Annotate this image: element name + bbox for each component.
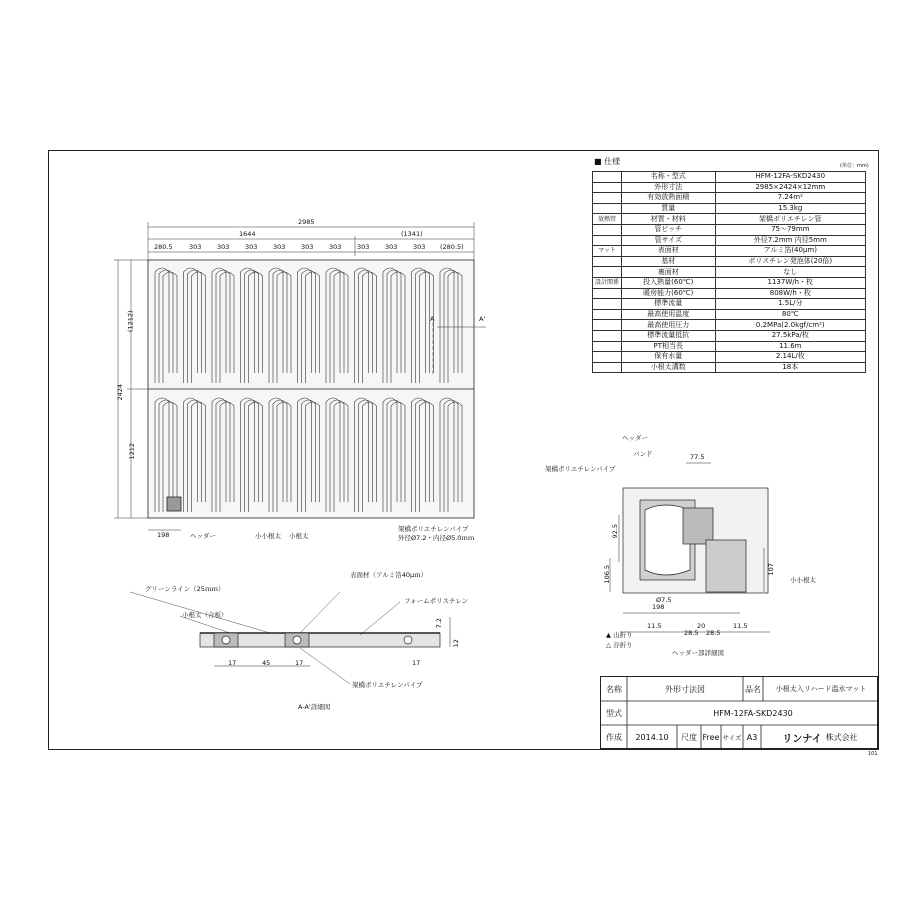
dim-pitch: 303 (385, 243, 398, 251)
spec-group: マット (593, 246, 622, 257)
tb-name-label: 名称 (606, 684, 622, 694)
dim-17a: 17 (228, 659, 237, 667)
tb-product-value: 小根太入リハード温水マット (775, 685, 867, 693)
hd-dim-115b: 11.5 (733, 622, 748, 630)
hd-dim-phi: Ø7.5 (656, 596, 672, 604)
company-suffix: 株式会社 (825, 733, 858, 742)
dim-198: 198 (157, 531, 170, 539)
spec-row (593, 224, 866, 235)
label-section-pipe: 架橋ポリエチレンパイプ (352, 681, 423, 689)
spec-label: 外形寸法 (622, 182, 716, 193)
spec-group (593, 182, 622, 193)
tb-scale-value: Free (702, 733, 720, 742)
hd-label-pipe: 架橋ポリエチレンパイプ (545, 465, 616, 473)
section-mark-a2: A' (479, 315, 486, 323)
spec-group (593, 330, 622, 341)
dim-right-width: (1341) (401, 230, 423, 238)
spec-value: 7.24m² (715, 193, 865, 204)
spec-label: 最高使用圧力 (622, 320, 716, 331)
spec-label: 質量 (622, 203, 716, 214)
spec-row (593, 193, 866, 204)
spec-label: 小根太溝数 (622, 362, 716, 373)
label-small-joist: 小小根太 (255, 532, 281, 540)
spec-heading: ■ 仕様 (594, 157, 621, 166)
spec-label: 管サイズ (622, 235, 716, 246)
dim-pitch: 303 (301, 243, 314, 251)
company-logo: リンナイ (782, 734, 822, 745)
spec-group (593, 203, 622, 214)
spec-value: 808W/h・枚 (715, 288, 865, 299)
spec-row (593, 320, 866, 331)
tb-model-label: 型式 (606, 708, 622, 718)
label-foam: フォームポリスチレン (404, 597, 469, 605)
spec-value: HFM-12FA-SKD2430 (715, 172, 865, 183)
spec-row (593, 246, 866, 257)
spec-label: 暖房能力(60℃) (622, 288, 716, 299)
spec-row (593, 256, 866, 267)
spec-value: 1137W/h・枚 (715, 277, 865, 288)
dim-left-width: 1644 (239, 230, 256, 238)
dim-pitch: 303 (357, 243, 370, 251)
dim-pitch: 303 (189, 243, 202, 251)
dim-upper-height: (1212) (126, 310, 135, 333)
spec-group (593, 362, 622, 373)
dim-total-height: 2424 (116, 383, 125, 401)
spec-row (593, 330, 866, 341)
spec-label: 名称・型式 (622, 172, 716, 183)
dim-pitch: 303 (273, 243, 286, 251)
section-caption: A-A'詳細図 (298, 703, 331, 711)
spec-label: 表面材 (622, 246, 716, 257)
spec-value: 1.5L/分 (715, 299, 865, 310)
spec-table (592, 171, 866, 373)
tb-size-value: A3 (746, 733, 758, 742)
spec-value: 架橋ポリエチレン管 (715, 214, 865, 225)
spec-label: 材質・材料 (622, 214, 716, 225)
spec-value: ポリスチレン発泡体(20倍) (715, 256, 865, 267)
label-green-line: グリーンライン（25ｍｍ） (145, 585, 225, 593)
label-joist: 小根太 (289, 532, 309, 540)
legend-valley: △ 谷折り (606, 641, 633, 649)
spec-row (593, 182, 866, 193)
dim-pitch: 303 (217, 243, 230, 251)
spec-value: 外径7.2mm 内径5mm (715, 235, 865, 246)
spec-label: 標準流量 (622, 299, 716, 310)
tb-date: 2014.10 (635, 733, 669, 742)
hd-dim-20: 20 (697, 622, 706, 630)
spec-value: 15.3kg (715, 203, 865, 214)
hd-dim-1065: 106.5 (603, 564, 612, 584)
tb-size-label: サイズ (722, 734, 742, 742)
dim-17b: 17 (295, 659, 304, 667)
spec-group (593, 288, 622, 299)
spec-label: 基材 (622, 256, 716, 267)
spec-value: 2.14L/枚 (715, 352, 865, 363)
spec-group (593, 352, 622, 363)
spec-label: 投入熱量(60℃) (622, 277, 716, 288)
header-detail-view (610, 463, 770, 632)
spec-row (593, 352, 866, 363)
hd-label-small-joist: 小小根太 (790, 576, 816, 584)
spec-row (593, 235, 866, 246)
spec-group (593, 341, 622, 352)
header-block (167, 497, 181, 511)
tb-name-value: 外形寸法図 (665, 684, 705, 694)
spec-label: 保有水量 (622, 352, 716, 363)
spec-group: 設計関係 (593, 277, 622, 288)
section-aa-view (130, 592, 450, 684)
hd-dim-285a: 28.5 (684, 629, 699, 637)
spec-row (593, 214, 866, 225)
spec-label: 管ピッチ (622, 224, 716, 235)
tb-scale-label: 尺度 (681, 733, 697, 742)
mat-plan-view (148, 260, 474, 518)
spec-value: 27.5kPa/枚 (715, 330, 865, 341)
spec-row (593, 277, 866, 288)
spec-row (593, 267, 866, 278)
spec-value: 2985×2424×12mm (715, 182, 865, 193)
hd-dim-198: 198 (652, 603, 665, 611)
dim-edge-left: 280.5 (154, 243, 173, 251)
hd-label-band: バンド (633, 450, 653, 458)
spec-row (593, 172, 866, 183)
spec-unit-note: (単位：mm) (840, 163, 869, 169)
spec-group (593, 299, 622, 310)
dim-72: 7.2 (434, 618, 443, 629)
spec-group: 放熱管 (593, 214, 622, 225)
tb-model-value: HFM-12FA-SKD2430 (713, 708, 793, 718)
dim-12: 12 (451, 639, 460, 648)
label-section-joist: 小根太（合板） (182, 611, 228, 619)
hd-dim-115a: 11.5 (647, 622, 662, 630)
spec-value: 75〜79mm (715, 224, 865, 235)
label-header: ヘッダー (190, 532, 216, 540)
dim-pitch: 303 (245, 243, 258, 251)
spec-value: 80℃ (715, 309, 865, 320)
hd-label-header: ヘッダー (622, 434, 648, 442)
label-pipe: 架橋ポリエチレンパイプ (398, 525, 469, 533)
spec-group (593, 235, 622, 246)
spec-row (593, 341, 866, 352)
title-block (600, 676, 878, 749)
spec-label: 有効放熱面積 (622, 193, 716, 204)
dim-pitch: 303 (413, 243, 426, 251)
spec-row (593, 362, 866, 373)
spec-group (593, 267, 622, 278)
dim-45: 45 (262, 659, 271, 667)
spec-label: 最高使用温度 (622, 309, 716, 320)
spec-group (593, 193, 622, 204)
hd-dim-775: 77.5 (690, 453, 705, 461)
spec-value: 11.6m (715, 341, 865, 352)
dim-edge-right: (280.5) (440, 243, 464, 251)
legend-mountain: ▲ 山折り (606, 631, 633, 639)
spec-value: アルミ箔(40μm) (715, 246, 865, 257)
spec-group (593, 172, 622, 183)
spec-row (593, 299, 866, 310)
spec-value: なし (715, 267, 865, 278)
spec-group (593, 320, 622, 331)
spec-label: 標準流量抵抗 (622, 330, 716, 341)
spec-group (593, 309, 622, 320)
tb-made-label: 作成 (606, 733, 622, 742)
dim-17c: 17 (412, 659, 421, 667)
spec-group (593, 224, 622, 235)
label-pipe-size: 外径Ø7.2・内径Ø5.0ｍｍ (398, 534, 475, 542)
spec-group (593, 256, 622, 267)
spec-label: PT相当長 (622, 341, 716, 352)
hd-dim-925: 92.5 (610, 524, 619, 539)
section-mark-a: A (430, 315, 435, 323)
spec-row (593, 203, 866, 214)
spec-row (593, 288, 866, 299)
dim-lower-height: 1212 (128, 442, 137, 460)
hd-dim-107: 107 (766, 563, 775, 576)
hd-caption: ヘッダー部詳細図 (672, 649, 724, 657)
label-surface: 表面材（アルミ箔40μｍ） (350, 571, 428, 579)
hd-dim-285b: 28.5 (706, 629, 721, 637)
dim-total-width: 2985 (298, 218, 315, 226)
sheet-number: 101 (868, 751, 878, 757)
spec-value: 18本 (715, 362, 865, 373)
spec-label: 裏面材 (622, 267, 716, 278)
dim-pitch: 303 (329, 243, 342, 251)
spec-value: 0.2MPa(2.0kgf/cm²) (715, 320, 865, 331)
tb-product-label: 品名 (745, 684, 761, 694)
spec-row (593, 309, 866, 320)
